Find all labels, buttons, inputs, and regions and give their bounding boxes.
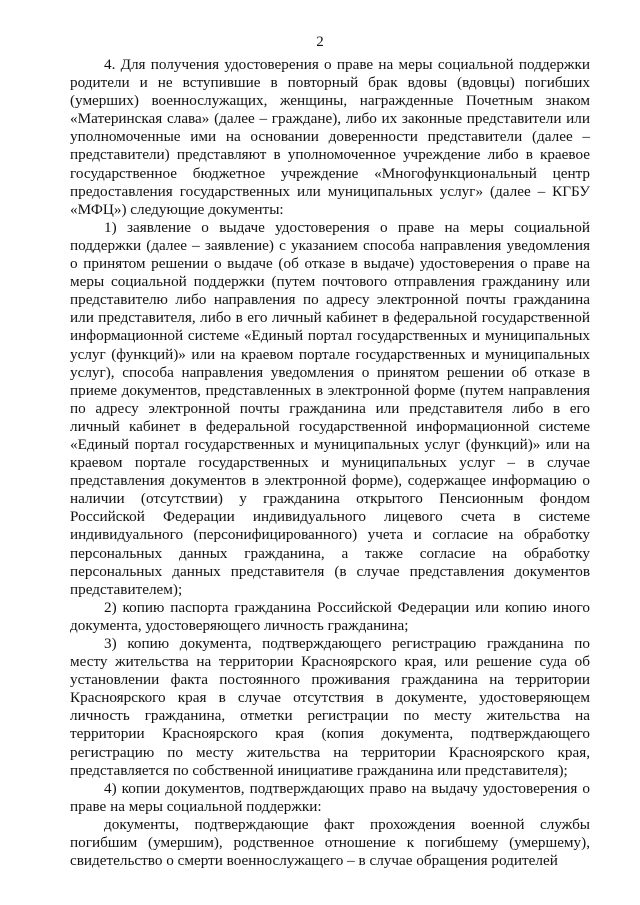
paragraph-item-2-passport: 2) копию паспорта гражданина Российской Федерации или копию иного документа, удостоверяющего личность гражданина;	[70, 598, 590, 634]
paragraph-4-intro: 4. Для получения удостоверения о праве на меры социальной поддержки родители и не вступившие в повторный брак вдовы (вдовцы) погибших (умерших) военнослужащих, женщины, награжденные Почетным знаком «Материнская слава» (далее – граждане), либо их законные представители или уполномоченные ими на основании доверенности представители (далее – представители) представляют в уполномоченное учреждение либо в краевое государственное бюджетное учреждение «Многофункциональный центр предоставления государственных или муниципальных услуг» (далее – КГБУ «МФЦ») следующие документы:	[70, 56, 590, 218]
paragraph-item-1-application: 1) заявление о выдаче удостоверения о праве на меры социальной поддержки (далее – заявление) с указанием способа направления уведомления о принятом решении о выдаче (об отказе в выдаче) удостоверения о праве на меры социальной поддержки (путем почтового отправления гражданину или представителю либо направления по адресу электронной почты гражданина или представителя, либо в его личный кабинет в федеральной государственной информационной системе «Единый портал государственных и муниципальных услуг (функций)» или на краевом портале государственных и муниципальных услуг), способа направления уведомления о принятом решении об отказе в приеме документов, представленных в электронной форме (путем направления по адресу электронной почты гражданина или представителя либо в его личный кабинет в федеральной государственной информационной системе «Единый портал государственных и муниципальных услуг (функций)» или на краевом портале государственных и муниципальных услуг – в случае представления документов в электронной форме), содержащее информацию о наличии (отсутствии) у гражданина открытого Пенсионным фондом Российской Федерации индивидуального лицевого счета в системе индивидуального (персонифицированного) учета и согласие на обработку персональных данных гражданина, а также согласие на обработку персональных данных представителя (в случае представления документов представителем);	[70, 218, 590, 598]
page-number: 2	[316, 34, 324, 50]
paragraph-item-4-entitlement-docs: 4) копии документов, подтверждающих право на выдачу удостоверения о праве на меры социальной поддержки:	[70, 779, 590, 815]
paragraph-item-3-registration: 3) копию документа, подтверждающего регистрацию гражданина по месту жительства на территории Красноярского края, или решение суда об установлении факта постоянного проживания гражданина на территории Красноярского края в случае отсутствия в документе, удостоверяющем личность гражданина, отметки регистрации по месту жительства на территории Красноярского края (копия документа, подтверждающего регистрацию по месту жительства на территории Красноярского края, представляется по собственной инициативе гражданина или представителя);	[70, 635, 590, 779]
paragraph-military-service-docs: документы, подтверждающие факт прохождения военной службы погибшим (умершим), родственное отношение к погибшему (умершему), свидетельство о смерти военнослужащего – в случае обращения родителей	[70, 815, 590, 870]
document-body	[70, 56, 590, 870]
